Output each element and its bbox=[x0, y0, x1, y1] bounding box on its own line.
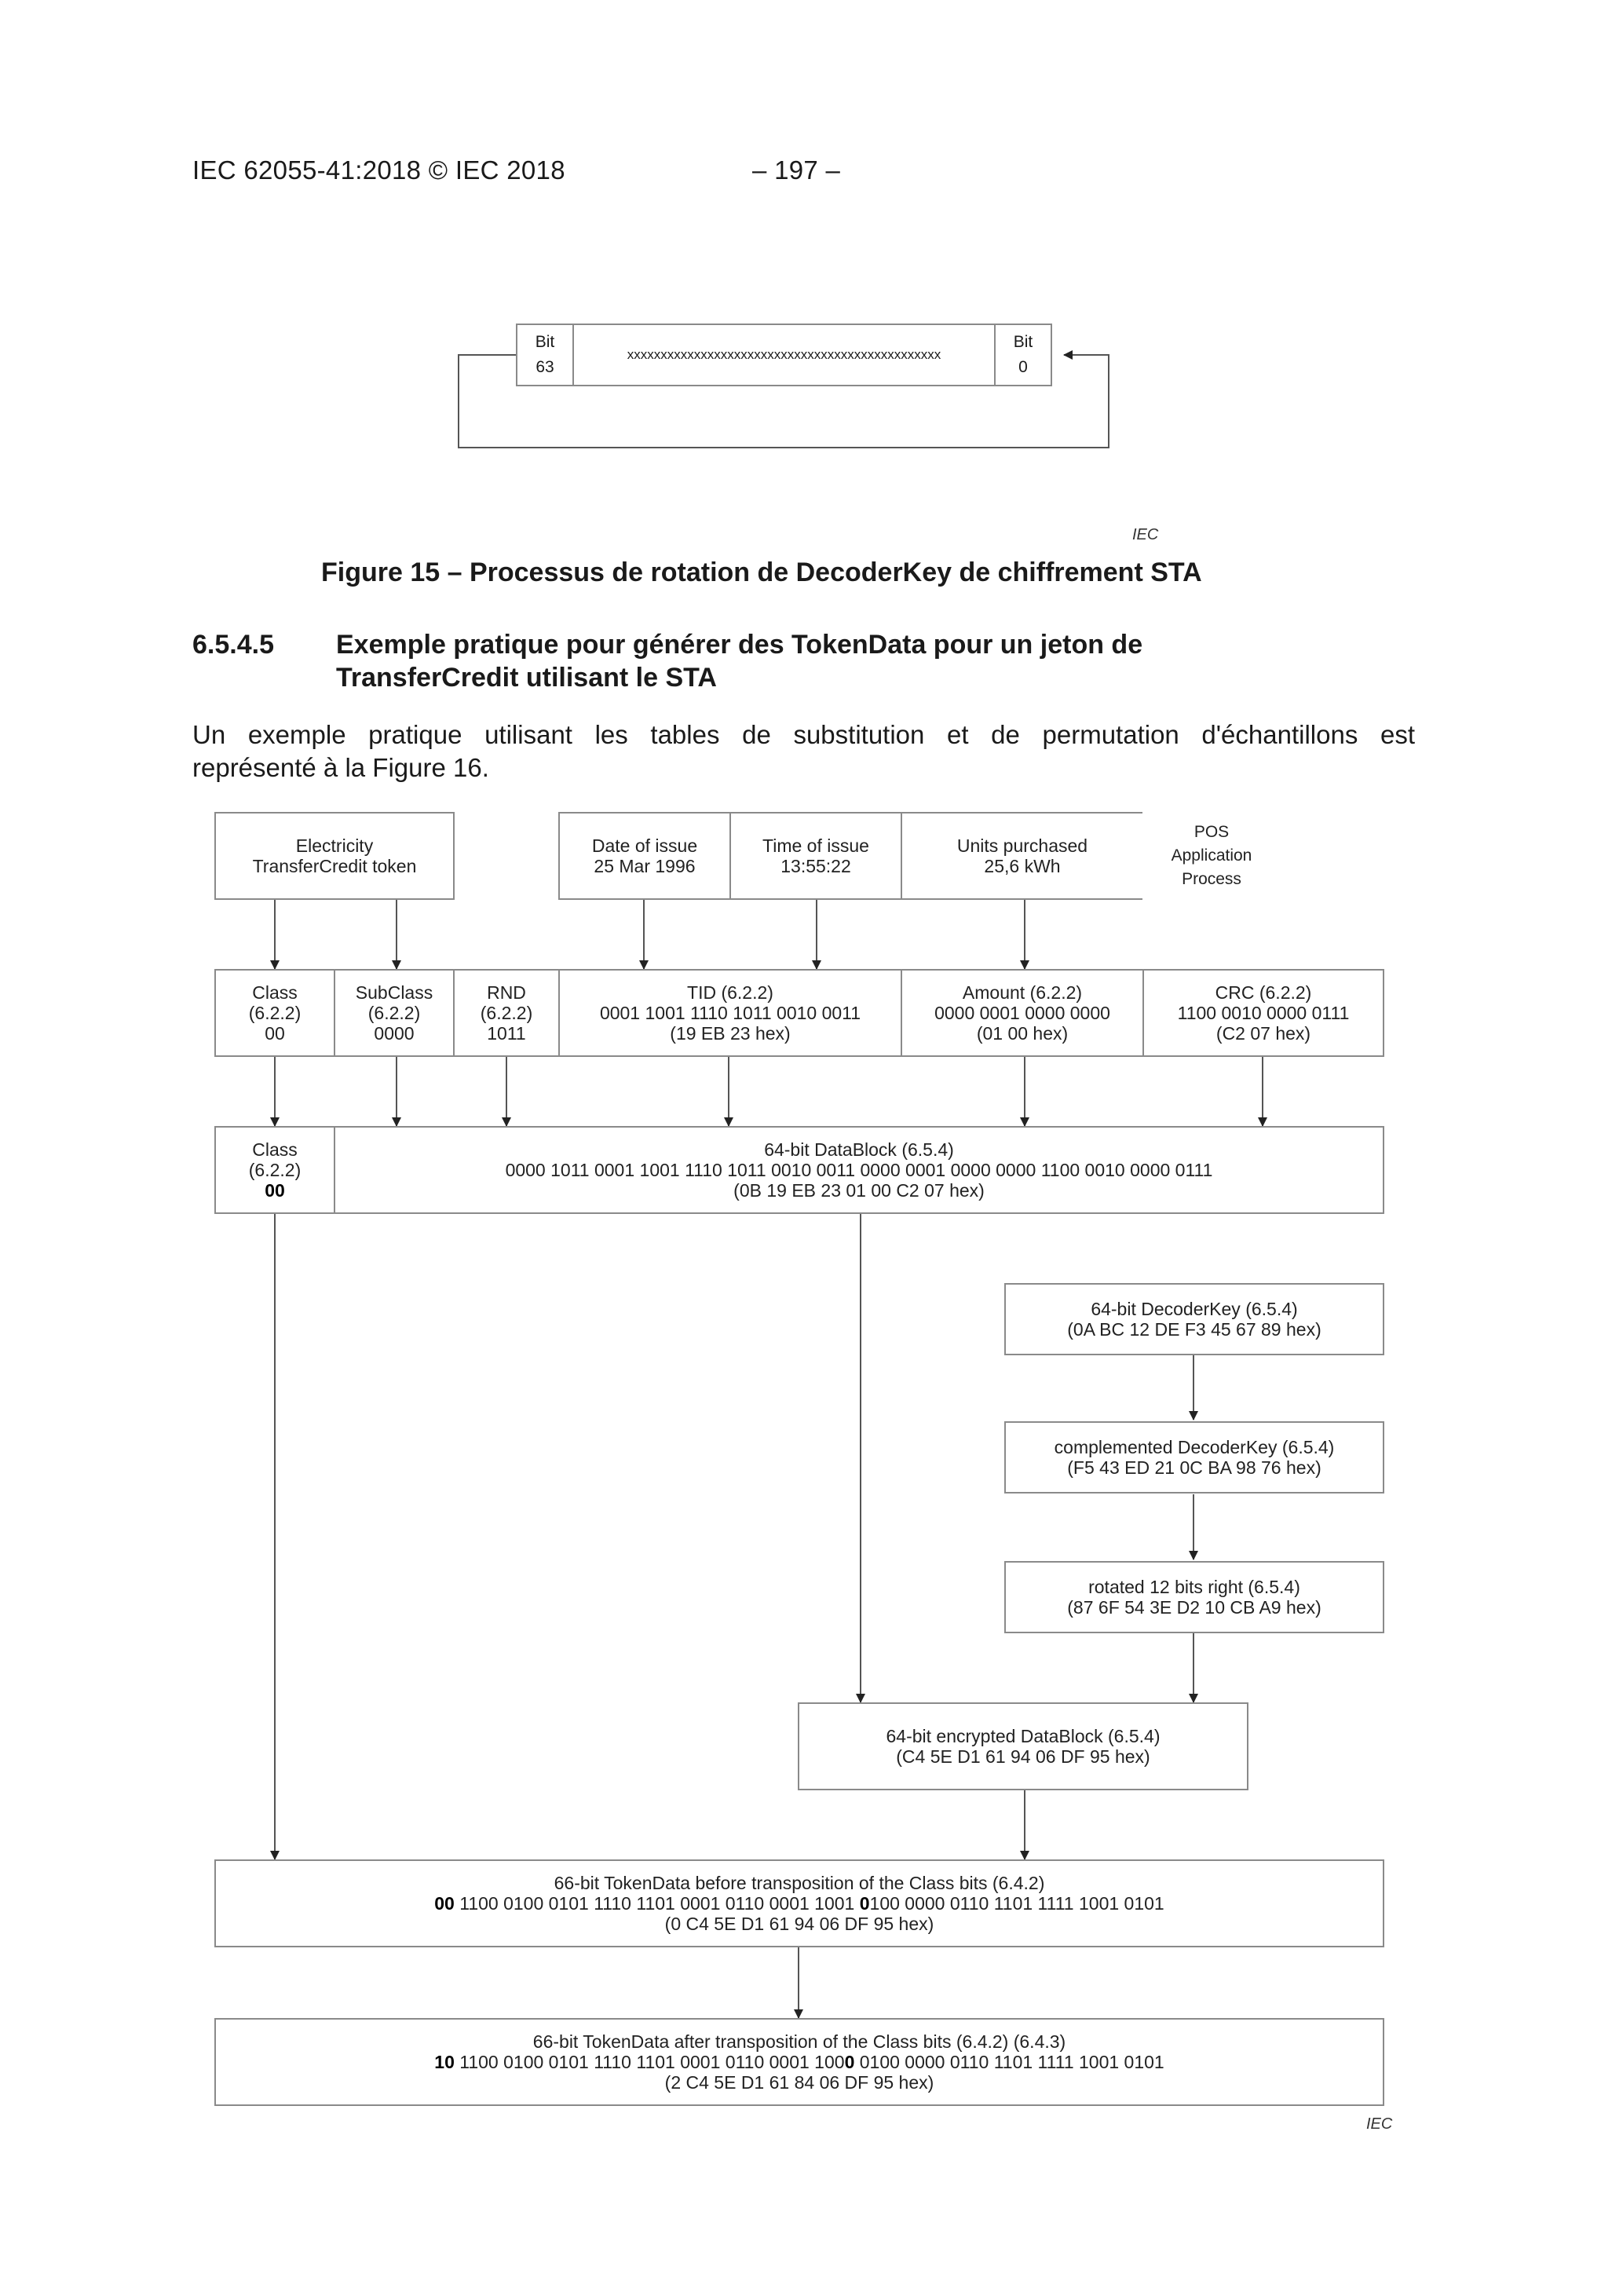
token-type-box bbox=[214, 812, 455, 900]
pos-process-label bbox=[1142, 812, 1281, 900]
units-purchased-box bbox=[901, 812, 1144, 900]
complemented-key-hex: (F5 43 ED 21 0C BA 98 76 hex) bbox=[1067, 1457, 1321, 1478]
subclass-label: SubClass bbox=[355, 982, 433, 1003]
token-type-line2: TransferCredit token bbox=[252, 856, 417, 876]
paragraph-line1: Un exemple pratique utilisant les tables de substitution et de permutation d'échantillons est bbox=[192, 720, 1415, 749]
pos-line1: POS bbox=[1193, 823, 1230, 841]
rnd-label: RND bbox=[487, 982, 526, 1003]
tokendata-before-hex: (0 C4 5E D1 61 94 06 DF 95 hex) bbox=[664, 1914, 934, 1934]
tid-bits: 0001 1001 1110 1011 0010 0011 bbox=[599, 1003, 861, 1023]
datablock-hex: (0B 19 EB 23 01 00 C2 07 hex) bbox=[733, 1180, 985, 1201]
bit63-number: 63 bbox=[536, 358, 554, 376]
after-class-bits: 10 bbox=[434, 2052, 455, 2072]
encrypted-datablock-box bbox=[798, 1702, 1248, 1790]
crc-label: CRC (6.2.2) bbox=[1215, 982, 1312, 1003]
units-value: 25,6 kWh bbox=[984, 856, 1061, 876]
pos-line2: Application bbox=[1171, 846, 1252, 865]
rnd-value: 1011 bbox=[487, 1023, 526, 1044]
class-field-box bbox=[214, 969, 335, 1057]
rotated-key-label: rotated 12 bits right (6.5.4) bbox=[1088, 1577, 1300, 1597]
tokendata-after-title: 66-bit TokenData after transposition of the Class bits (6.4.2) (6.4.3) bbox=[532, 2031, 1066, 2052]
crc-hex: (C2 07 hex) bbox=[1215, 1023, 1311, 1044]
decoder-key-box bbox=[1004, 1283, 1384, 1355]
bit63-label: Bit bbox=[535, 333, 555, 351]
encrypted-label: 64-bit encrypted DataBlock (6.5.4) bbox=[886, 1726, 1161, 1746]
class-out-ref: (6.2.2) bbox=[248, 1160, 302, 1180]
subclass-field-box bbox=[334, 969, 455, 1057]
header-standard-id: IEC 62055-41:2018 © IEC 2018 bbox=[192, 155, 565, 185]
section-title-line1: Exemple pratique pour générer des TokenData pour un jeton de bbox=[336, 630, 1143, 660]
tokendata-before-box bbox=[214, 1859, 1384, 1947]
decoder-key-hex: (0A BC 12 DE F3 45 67 89 hex) bbox=[1067, 1319, 1321, 1340]
class-label: Class bbox=[252, 982, 298, 1003]
bit0-label: Bit bbox=[1013, 333, 1033, 351]
class-out-label: Class bbox=[252, 1139, 298, 1160]
encrypted-hex: (C4 5E D1 61 94 06 DF 95 hex) bbox=[896, 1746, 1150, 1767]
class-value: 00 bbox=[265, 1023, 285, 1044]
after-bits-mid: 1100 0100 0101 1110 1101 0001 0110 0001 100 bbox=[454, 2052, 845, 2072]
after-bits-end: 0100 0000 0110 1101 1111 1001 0101 bbox=[854, 2052, 1164, 2072]
key-bits-pattern: xxxxxxxxxxxxxxxxxxxxxxxxxxxxxxxxxxxxxxxxxxxxxxx bbox=[627, 347, 941, 362]
tokendata-after-bits bbox=[434, 2052, 1164, 2072]
bit0-number: 0 bbox=[1018, 358, 1028, 376]
class-out-box bbox=[214, 1126, 335, 1214]
intro-paragraph bbox=[192, 718, 1415, 784]
section-title-line2: TransferCredit utilisant le STA bbox=[336, 663, 717, 693]
before-bits-end: 100 0000 0110 1101 1111 1001 0101 bbox=[869, 1893, 1164, 1914]
paragraph-line2: représenté à la Figure 16. bbox=[192, 753, 489, 782]
rnd-ref: (6.2.2) bbox=[480, 1003, 533, 1023]
key-bits-cell bbox=[572, 324, 996, 386]
tokendata-before-title: 66-bit TokenData before transposition of the Class bits (6.4.2) bbox=[554, 1873, 1045, 1893]
iec-mark-fig16: IEC bbox=[1366, 2115, 1393, 2133]
token-type-line1: Electricity bbox=[295, 835, 374, 856]
rotated-key-box bbox=[1004, 1561, 1384, 1633]
time-of-issue-box bbox=[729, 812, 902, 900]
complemented-key-label: complemented DecoderKey (6.5.4) bbox=[1054, 1437, 1335, 1457]
decoder-key-label: 64-bit DecoderKey (6.5.4) bbox=[1091, 1299, 1298, 1319]
date-value: 25 Mar 1996 bbox=[594, 856, 696, 876]
bit0-cell bbox=[994, 324, 1052, 386]
amount-label: Amount (6.2.2) bbox=[962, 982, 1083, 1003]
time-value: 13:55:22 bbox=[780, 856, 851, 876]
section-number: 6.5.4.5 bbox=[192, 630, 274, 660]
tid-hex: (19 EB 23 hex) bbox=[670, 1023, 791, 1044]
class-ref: (6.2.2) bbox=[248, 1003, 302, 1023]
complemented-key-box bbox=[1004, 1421, 1384, 1493]
datablock-label: 64-bit DataBlock (6.5.4) bbox=[764, 1139, 954, 1160]
before-bits-mid: 1100 0100 0101 1110 1101 0001 0110 0001 1001 bbox=[454, 1893, 860, 1914]
class-out-value: 00 bbox=[265, 1180, 285, 1201]
rnd-field-box bbox=[453, 969, 560, 1057]
units-label: Units purchased bbox=[956, 835, 1088, 856]
before-class-bits: 00 bbox=[434, 1893, 455, 1914]
crc-field-box bbox=[1142, 969, 1384, 1057]
date-label: Date of issue bbox=[591, 835, 698, 856]
subclass-value: 0000 bbox=[374, 1023, 415, 1044]
datablock-box bbox=[334, 1126, 1384, 1214]
iec-mark-fig15: IEC bbox=[1132, 526, 1159, 543]
time-label: Time of issue bbox=[762, 835, 869, 856]
pos-line3: Process bbox=[1182, 870, 1241, 888]
date-of-issue-box bbox=[558, 812, 731, 900]
tokendata-before-bits bbox=[434, 1893, 1164, 1914]
crc-bits: 1100 0010 0000 0111 bbox=[1177, 1003, 1350, 1023]
tid-field-box bbox=[558, 969, 902, 1057]
bit63-cell bbox=[516, 324, 574, 386]
amount-field-box bbox=[901, 969, 1144, 1057]
page-number: – 197 – bbox=[752, 155, 841, 185]
tid-label: TID (6.2.2) bbox=[687, 982, 773, 1003]
subclass-ref: (6.2.2) bbox=[367, 1003, 421, 1023]
after-bit-2: 0 bbox=[844, 2052, 855, 2072]
datablock-bits: 0000 1011 0001 1001 1110 1011 0010 0011 0000 0001 0000 0000 1100 0010 0000 0111 bbox=[505, 1160, 1213, 1180]
amount-hex: (01 00 hex) bbox=[976, 1023, 1069, 1044]
figure15-caption: Figure 15 – Processus de rotation de DecoderKey de chiffrement STA bbox=[321, 558, 1202, 587]
tokendata-after-box bbox=[214, 2018, 1384, 2106]
amount-bits: 0000 0001 0000 0000 bbox=[934, 1003, 1110, 1023]
tokendata-after-hex: (2 C4 5E D1 61 84 06 DF 95 hex) bbox=[664, 2072, 934, 2093]
section-title bbox=[336, 628, 1142, 694]
rotated-key-hex: (87 6F 54 3E D2 10 CB A9 hex) bbox=[1067, 1597, 1321, 1618]
before-bit-2: 0 bbox=[859, 1893, 870, 1914]
